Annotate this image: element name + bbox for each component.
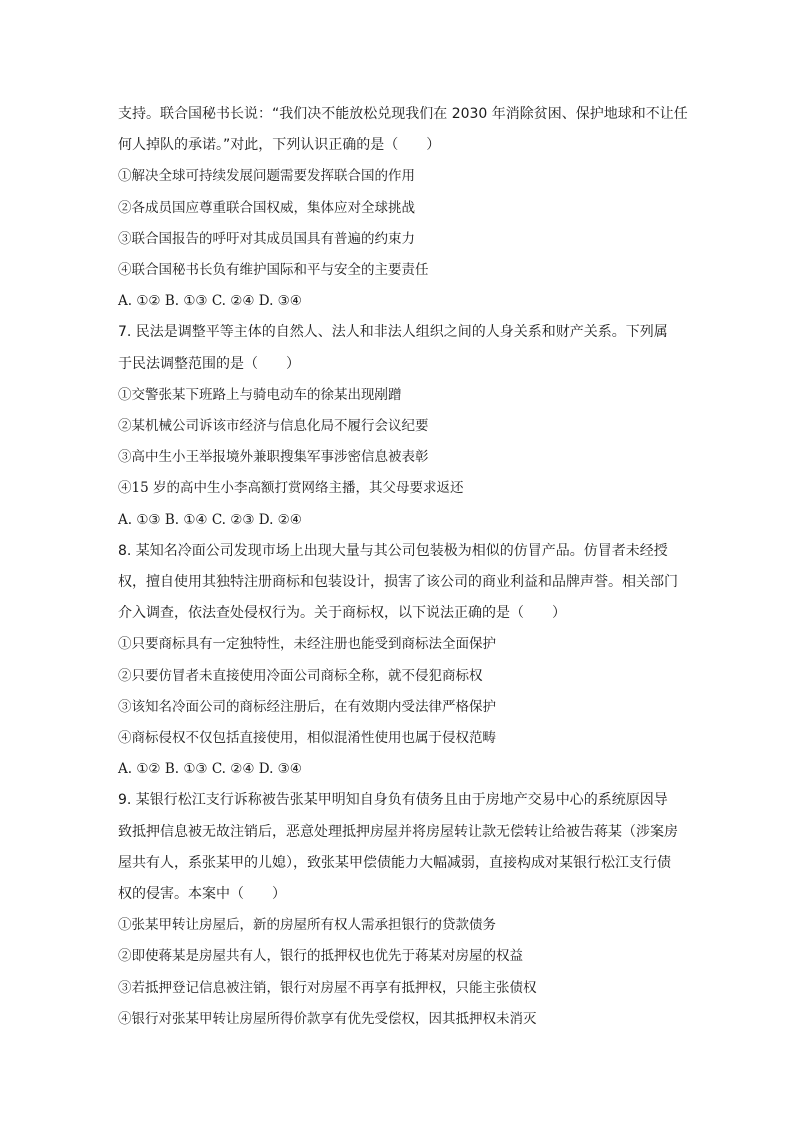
q6-stem-line-1: 支持。联合国秘书长说：“我们决不能放松兑现我们在 2030 年消除贫困、保护地球和不让任: [118, 106, 688, 122]
q7-stem-line-1: 7. 民法是调整平等主体的自然人、法人和非法人组织之间的人身关系和财产关系。下列属: [118, 324, 668, 341]
q6-stem-line-2: 何人掉队的承诺。”对此，下列认识正确的是（ ）: [118, 137, 441, 154]
q9-option-2: ②即使蒋某是房屋共有人，银行的抵押权也优先于蒋某对房屋的权益: [118, 948, 523, 965]
q9-option-1: ①张某甲转让房屋后，新的房屋所有权人需承担银行的贷款债务: [118, 917, 496, 934]
q8-option-3: ③该知名冷面公司的商标经注册后，在有效期内受法律严格保护: [118, 698, 496, 715]
q6-option-2: ②各成员国应尊重联合国权威，集体应对全球挑战: [118, 199, 415, 216]
q8-option-1: ①只要商标具有一定独特性，未经注册也能受到商标法全面保护: [118, 636, 496, 653]
q6-option-3: ③联合国报告的呼吁对其成员国具有普遍的约束力: [118, 230, 415, 247]
q8-answer-choices: A. ①② B. ①③ C. ②④ D. ③④: [118, 761, 302, 778]
q9-option-4: ④银行对张某甲转让房屋所得价款享有优先受偿权，因其抵押权未消灭: [118, 1010, 537, 1027]
q7-option-2: ②某机械公司诉该市经济与信息化局不履行会议纪要: [118, 418, 429, 435]
q9-option-3: ③若抵押登记信息被注销，银行对房屋不再享有抵押权，只能主张债权: [118, 979, 537, 996]
q6-option-4: ④联合国秘书长负有维护国际和平与安全的主要责任: [118, 262, 429, 279]
q7-option-1: ①交警张某下班路上与骑电动车的徐某出现剐蹭: [118, 386, 402, 403]
q8-option-4: ④商标侵权不仅包括直接使用，相似混淆性使用也属于侵权范畴: [118, 730, 496, 747]
q7-option-4: ④15 岁的高中生小李高额打赏网络主播，其父母要求返还: [118, 480, 464, 497]
q8-stem-line-1: 8. 某知名冷面公司发现市场上出现大量与其公司包装极为相似的仿冒产品。仿冒者未经授: [118, 542, 668, 559]
q9-stem-line-2: 致抵押信息被无故注销后，恶意处理抵押房屋并将房屋转让款无偿转让给被告蒋某（涉案房: [118, 823, 678, 840]
q7-stem-line-2: 于民法调整范围的是（ ）: [118, 355, 300, 372]
q9-stem-line-4: 权的侵害。本案中（ ）: [118, 886, 286, 903]
q7-option-3: ③高中生小王举报境外兼职搜集军事涉密信息被表彰: [118, 449, 429, 466]
q6-option-1: ①解决全球可持续发展问题需要发挥联合国的作用: [118, 168, 415, 185]
document-page: [118, 99, 688, 1035]
q9-stem-line-3: 屋共有人，系张某甲的儿媳），致张某甲偿债能力大幅减弱，直接构成对某银行松江支行债: [118, 854, 671, 871]
q7-answer-choices: A. ①③ B. ①④ C. ②③ D. ②④: [118, 511, 302, 528]
q9-stem-line-1: 9. 某银行松江支行诉称被告张某甲明知自身负有债务且由于房地产交易中心的系统原因导: [118, 792, 668, 809]
q8-option-2: ②只要仿冒者未直接使用冷面公司商标全称，就不侵犯商标权: [118, 667, 483, 684]
q6-answer-choices: A. ①② B. ①③ C. ②④ D. ③④: [118, 293, 302, 310]
q8-stem-line-3: 介入调查，依法查处侵权行为。关于商标权，以下说法正确的是（ ）: [118, 605, 566, 622]
q8-stem-line-2: 权，擅自使用其独特注册商标和包装设计，损害了该公司的商业利益和品牌声誉。相关部门: [118, 574, 678, 591]
